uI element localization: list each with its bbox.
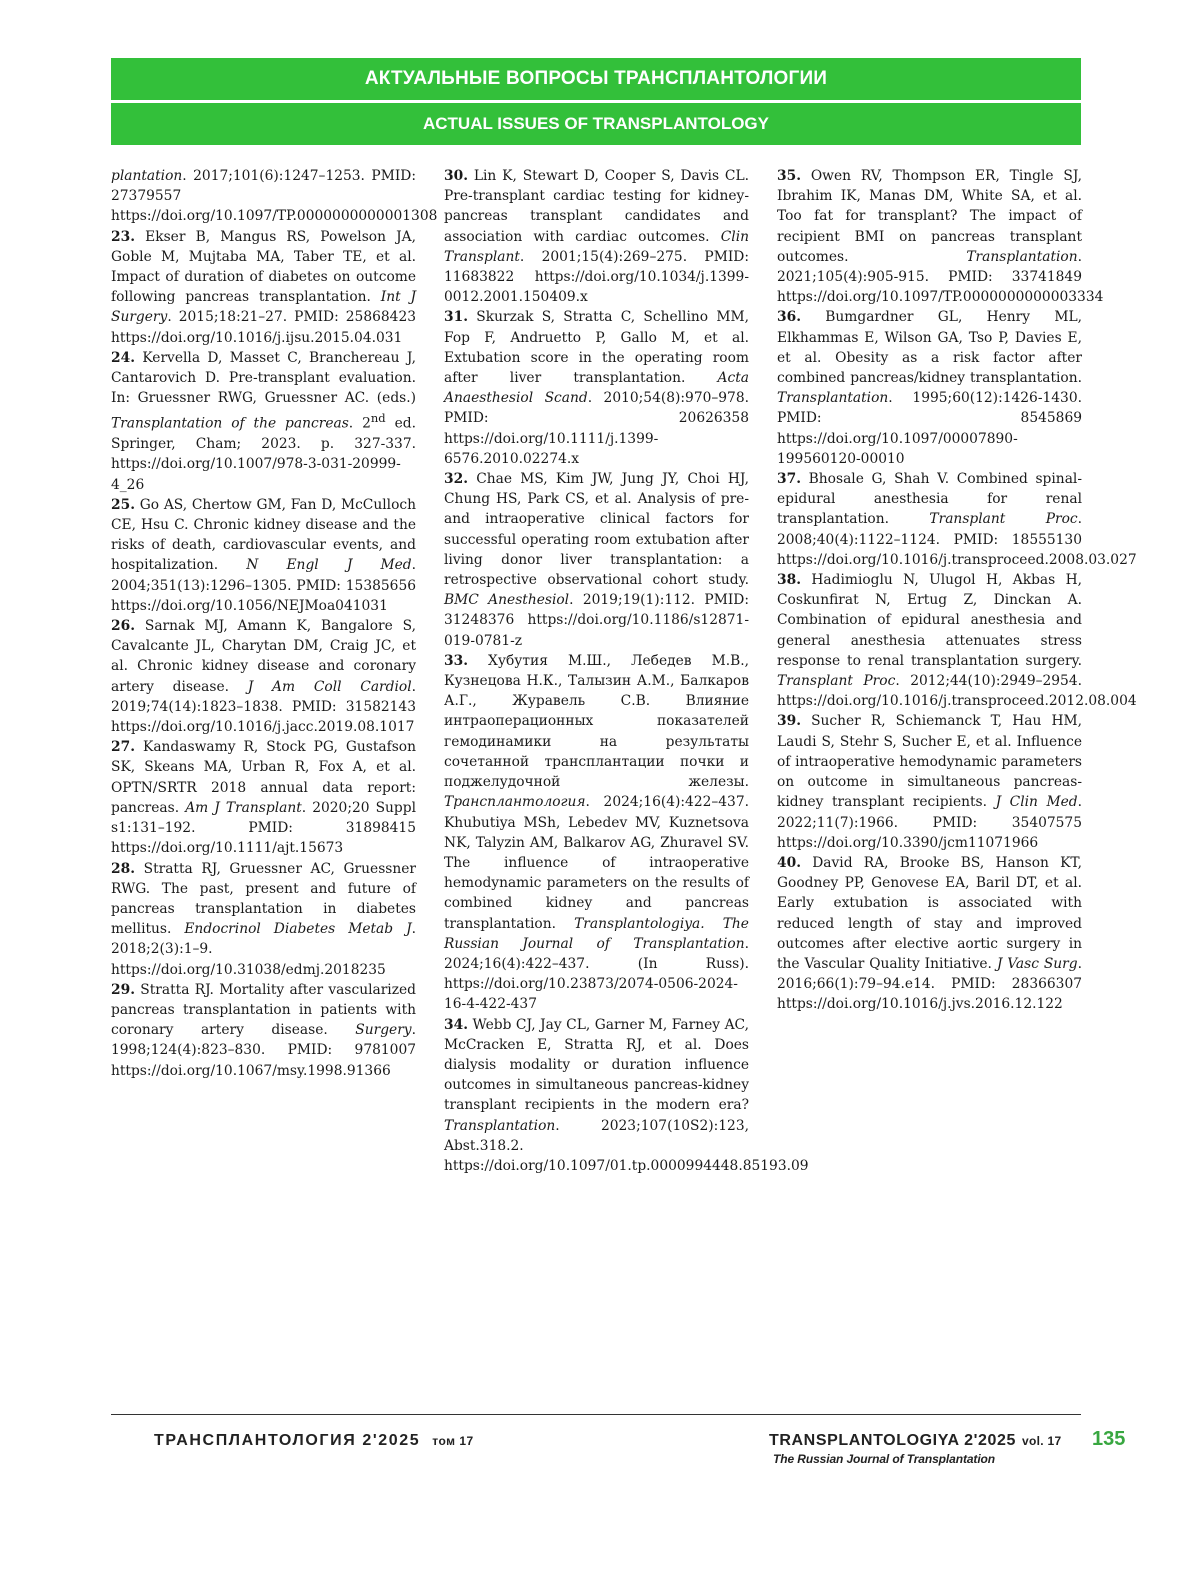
reference-24: 24. Kervella D, Masset C, Branchereau J, Cantarovich D. Pre-transplant evaluation. In: Gruessner RWG, Gruessner AC. (eds.) Transplantation of the pancreas. 2nd ed. Springer, Cham; 2023. p. 327-337. https://doi.org/10.1007/978-3-031-20999-4_26 — [111, 349, 416, 493]
reference-37: 37. Bhosale G, Shah V. Combined spinal-epidural anesthesia for renal transplantation. Transplant Proc. 2008;40(4):1122–1124. PMID: 18555130 https://doi.org/10.1016/j.transproceed.2008.03.027 — [777, 471, 1137, 568]
journal-title-en: TRANSPLANTOLOGIYA 2'2025 vol. 17 — [769, 1432, 1062, 1449]
reference-22-continued: plantation. 2017;101(6):1247–1253. PMID: 27379557 https://doi.org/10.1097/TP.0000000000001308 — [111, 168, 438, 225]
reference-column-2 — [444, 166, 809, 1176]
reference-33: 33. Хубутия М.Ш., Лебедев М.В., Кузнецова Н.К., Талызин А.М., Балкаров А.Г., Журавель С.В. Влияние интраоперационных показателей гемодинамики на результаты сочетанной трансплантации почки и поджелудочной железы. Трансплантология. 2024;16(4):422–437. Khubutiya MSh, Lebedev MV, Kuznetsova NK, Talyzin AM, Balkarov AG, Zhuravel SV. The influence of intraoperative hemodynamic parameters on the results of combined kidney and pancreas transplantation. Transplantologiya. The Russian Journal of Transplantation. 2024;16(4):422–437. (In Russ). https://doi.org/10.23873/2074-0506-2024-16-4-422-437 — [444, 652, 749, 1013]
reference-29: 29. Stratta RJ. Mortality after vascularized pancreas transplantation in patients with coronary artery disease. Surgery. 1998;124(4):823–830. PMID: 9781007 https://doi.org/10.1067/msy.1998.91366 — [111, 981, 416, 1079]
reference-32: 32. Chae MS, Kim JW, Jung JY, Choi HJ, Chung HS, Park CS, et al. Analysis of pre- and intraoperative clinical factors for successful operating room extubation after living donor liver transplantation: a retrospective observational cohort study. BMC Anesthesiol. 2019;19(1):112. PMID: 31248376 https://doi.org/10.1186/s12871-019-0781-z — [444, 471, 749, 649]
reference-column-3 — [777, 166, 1137, 1015]
reference-28: 28. Stratta RJ, Gruessner AC, Gruessner RWG. The past, present and future of pancreas transplantation in diabetes mellitus. Endocrinol Diabetes Metab J. 2018;2(3):1–9. https://doi.org/10.31038/edmj.2018235 — [111, 860, 416, 978]
reference-list — [111, 166, 1137, 1174]
reference-34: 34. Webb CJ, Jay CL, Garner M, Farney AC, McCracken E, Stratta RJ, et al. Does dialysis modality or duration influence outcomes in simultaneous pancreas-kidney transplant recipients in the modern era? Transplantation. 2023;107(10S2):123, Abst.318.2. https://doi.org/10.1097/01.tp.0000994448.85193.09 — [444, 1016, 809, 1174]
section-header-en: ACTUAL ISSUES OF TRANSPLANTOLOGY — [111, 103, 1081, 145]
journal-title-ru: ТРАНСПЛАНТОЛОГИЯ 2'2025 том 17 — [154, 1432, 474, 1449]
page-number: 135 — [1092, 1428, 1126, 1450]
reference-26: 26. Sarnak MJ, Amann K, Bangalore S, Cavalcante JL, Charytan DM, Craig JC, et al. Chronic kidney disease and coronary artery disease. J Am Coll Cardiol. 2019;74(14):1823–1838. PMID: 31582143 https://doi.org/10.1016/j.jacc.2019.08.1017 — [111, 618, 416, 736]
journal-subtitle: The Russian Journal of Transplantation — [773, 1452, 996, 1466]
reference-39: 39. Sucher R, Schiemanck T, Hau HM, Laudi S, Stehr S, Sucher E, et al. Influence of intraoperative hemodynamic parameters on outcome in simultaneous pancreas-kidney transplant recipients. J Clin Med. 2022;11(7):1966. PMID: 35407575 https://doi.org/10.3390/jcm11071966 — [777, 713, 1082, 851]
reference-35: 35. Owen RV, Thompson ER, Tingle SJ, Ibrahim IK, Manas DM, White SA, et al. Too fat for transplant? The impact of recipient BMI on pancreas transplant outcomes. Transplantation. 2021;105(4):905-915. PMID: 33741849 https://doi.org/10.1097/TP.0000000000003334 — [777, 168, 1104, 306]
reference-25: 25. Go AS, Chertow GM, Fan D, McCulloch CE, Hsu C. Chronic kidney disease and the risks of death, cardiovascular events, and hospitalization. N Engl J Med. 2004;351(13):1296–1305. PMID: 15385656 https://doi.org/10.1056/NEJMoa041031 — [111, 496, 416, 614]
reference-column-1 — [111, 166, 438, 1081]
reference-36: 36. Bumgardner GL, Henry ML, Elkhammas E, Wilson GA, Tso P, Davies E, et al. Obesity as a risk factor after combined pancreas/kidney transplantation. Transplantation. 1995;60(12):1426-1430. PMID: 8545869 https://doi.org/10.1097/00007890-199560120-00010 — [777, 309, 1082, 467]
footer-divider — [111, 1414, 1081, 1415]
reference-31: 31. Skurzak S, Stratta C, Schellino MM, Fop F, Andruetto P, Gallo M, et al. Extubation score in the operating room after liver transplantation. Acta Anaesthesiol Scand. 2010;54(8):970–978. PMID: 20626358 https://doi.org/10.1111/j.1399-6576.2010.02274.x — [444, 309, 749, 467]
reference-30: 30. Lin K, Stewart D, Cooper S, Davis CL. Pre-transplant cardiac testing for kidney-pancreas transplant candidates and association with cardiac outcomes. Clin Transplant. 2001;15(4):269–275. PMID: 11683822 https://doi.org/10.1034/j.1399-0012.2001.150409.x — [444, 168, 749, 306]
reference-38: 38. Hadimioglu N, Ulugol H, Akbas H, Coskunfirat N, Ertug Z, Dinckan A. Combination of epidural anesthesia and general anesthesia attenuates stress response to renal transplantation surgery. Transplant Proc. 2012;44(10):2949–2954. https://doi.org/10.1016/j.transproceed.2012.08.004 — [777, 572, 1137, 710]
reference-23: 23. Ekser B, Mangus RS, Powelson JA, Goble M, Mujtaba MA, Taber TE, et al. Impact of duration of diabetes on outcome following pancreas transplantation. Int J Surgery. 2015;18:21–27. PMID: 25868423 https://doi.org/10.1016/j.ijsu.2015.04.031 — [111, 228, 417, 346]
reference-27: 27. Kandaswamy R, Stock PG, Gustafson SK, Skeans MA, Urban R, Fox A, et al. OPTN/SRTR 2018 annual data report: pancreas. Am J Transplant. 2020;20 Suppl s1:131–192. PMID: 31898415 https://doi.org/10.1111/ajt.15673 — [111, 739, 416, 857]
section-header-ru: АКТУАЛЬНЫЕ ВОПРОСЫ ТРАНСПЛАНТОЛОГИИ — [111, 58, 1081, 100]
reference-40: 40. David RA, Brooke BS, Hanson KT, Goodney PP, Genovese EA, Baril DT, et al. Early extubation is associated with reduced length of stay and improved outcomes after elective aortic surgery in the Vascular Quality Initiative. J Vasc Surg. 2016;66(1):79–94.e14. PMID: 28366307 https://doi.org/10.1016/j.jvs.2016.12.122 — [777, 854, 1082, 1013]
